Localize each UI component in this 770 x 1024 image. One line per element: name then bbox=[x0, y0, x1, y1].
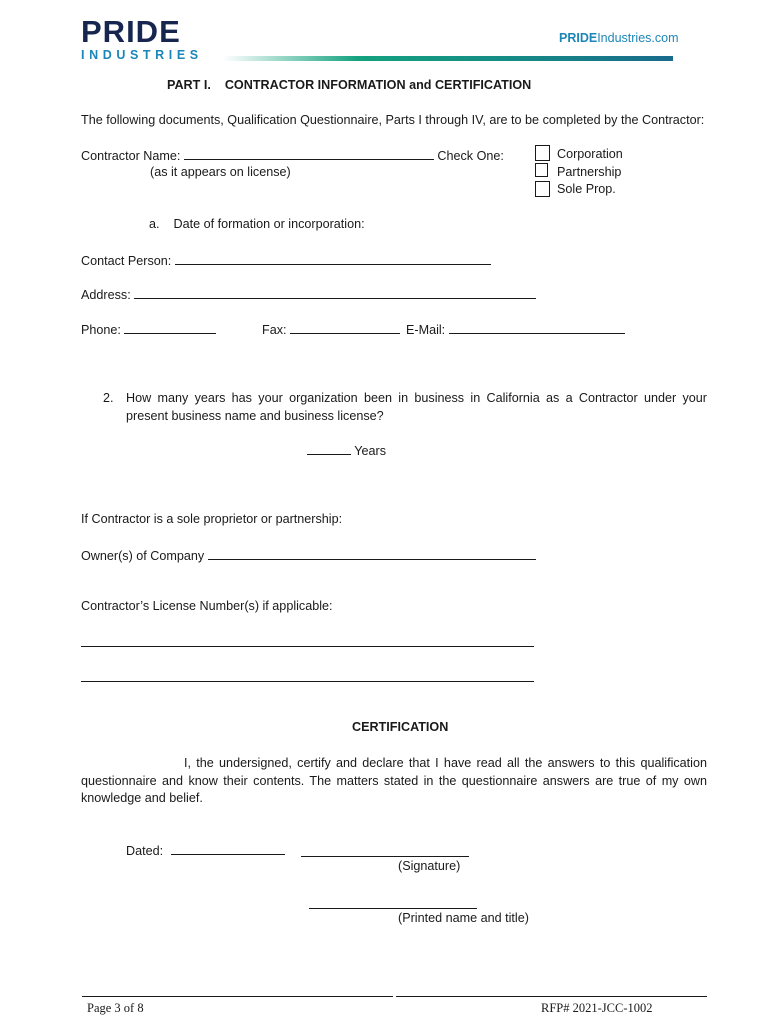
website-link[interactable] bbox=[559, 31, 678, 45]
contractor-name-label: Contractor Name: bbox=[81, 149, 181, 163]
website-rest: Industries.com bbox=[597, 31, 679, 45]
dated-row bbox=[126, 842, 285, 858]
check-one-label: Check One: bbox=[437, 149, 504, 163]
address-field[interactable] bbox=[134, 286, 536, 299]
page-number: Page 3 of 8 bbox=[87, 1001, 144, 1015]
address-label: Address: bbox=[81, 288, 131, 302]
contact-person-row bbox=[81, 252, 491, 268]
email-label: E-Mail: bbox=[406, 323, 446, 337]
owners-field[interactable] bbox=[208, 547, 536, 560]
years-label: Years bbox=[354, 444, 387, 458]
fax-label: Fax: bbox=[262, 323, 287, 337]
partnership-label: Partnership bbox=[557, 165, 622, 179]
header-accent-bar bbox=[223, 56, 673, 61]
corporation-checkbox[interactable] bbox=[535, 145, 550, 161]
address-row bbox=[81, 286, 536, 302]
owners-row bbox=[81, 547, 536, 563]
years-field[interactable] bbox=[307, 442, 351, 455]
rfp-number: RFP# 2021-JCC-1002 bbox=[541, 1001, 653, 1015]
license-number-line-2[interactable] bbox=[81, 681, 534, 682]
logo-subtitle: INDUSTRIES bbox=[81, 48, 203, 62]
printed-name-label: (Printed name and title) bbox=[398, 911, 529, 925]
sole-prop-label: Sole Prop. bbox=[557, 182, 616, 196]
owners-label: Owner(s) of Company bbox=[81, 549, 205, 563]
email-row bbox=[406, 321, 625, 337]
fax-row bbox=[262, 321, 400, 337]
license-numbers-label: Contractor’s License Number(s) if applicable: bbox=[81, 599, 333, 613]
corporation-label: Corporation bbox=[557, 147, 623, 161]
signature-line[interactable] bbox=[301, 856, 469, 857]
sole-prop-note: If Contractor is a sole proprietor or partnership: bbox=[81, 512, 343, 526]
part-title: PART I. CONTRACTOR INFORMATION and CERTIFICATION bbox=[167, 78, 532, 92]
phone-row bbox=[81, 321, 216, 337]
contractor-name-field[interactable] bbox=[184, 147, 434, 160]
contact-person-field[interactable] bbox=[175, 252, 491, 265]
license-note: (as it appears on license) bbox=[150, 165, 291, 179]
phone-field[interactable] bbox=[124, 321, 216, 334]
dated-field[interactable] bbox=[171, 842, 285, 855]
intro-text: The following documents, Qualification Questionnaire, Parts I through IV, are to be completed by the Contractor: bbox=[81, 113, 705, 127]
footer-rule-left bbox=[82, 996, 393, 997]
signature-label: (Signature) bbox=[398, 859, 461, 873]
dated-label: Dated: bbox=[126, 844, 164, 858]
question-2-text: How many years has your organization been in business in California as a Contractor under your present business name and business license? bbox=[126, 391, 707, 423]
email-field[interactable] bbox=[449, 321, 625, 334]
website-bold: PRIDE bbox=[559, 31, 598, 45]
partnership-checkbox[interactable] bbox=[535, 163, 548, 177]
contractor-name-row bbox=[81, 147, 504, 163]
printed-name-line[interactable] bbox=[309, 908, 477, 909]
phone-label: Phone: bbox=[81, 323, 121, 337]
contact-person-label: Contact Person: bbox=[81, 254, 172, 268]
certification-title: CERTIFICATION bbox=[352, 720, 449, 734]
license-number-line-1[interactable] bbox=[81, 646, 534, 647]
pride-industries-logo bbox=[81, 16, 203, 62]
footer-rule-right bbox=[396, 996, 707, 997]
sole-prop-checkbox[interactable] bbox=[535, 181, 550, 197]
logo-wordmark: PRIDE bbox=[81, 14, 181, 49]
fax-field[interactable] bbox=[290, 321, 400, 334]
question-2-number: 2. bbox=[103, 391, 114, 405]
years-row bbox=[307, 442, 386, 458]
date-formation-label: a. Date of formation or incorporation: bbox=[149, 217, 365, 231]
certification-text: I, the undersigned, certify and declare that I have read all the answers to this qualification questionnaire and know their contents. The matters stated in the questionnaire answers are true of my own knowledge and belief. bbox=[81, 756, 707, 805]
